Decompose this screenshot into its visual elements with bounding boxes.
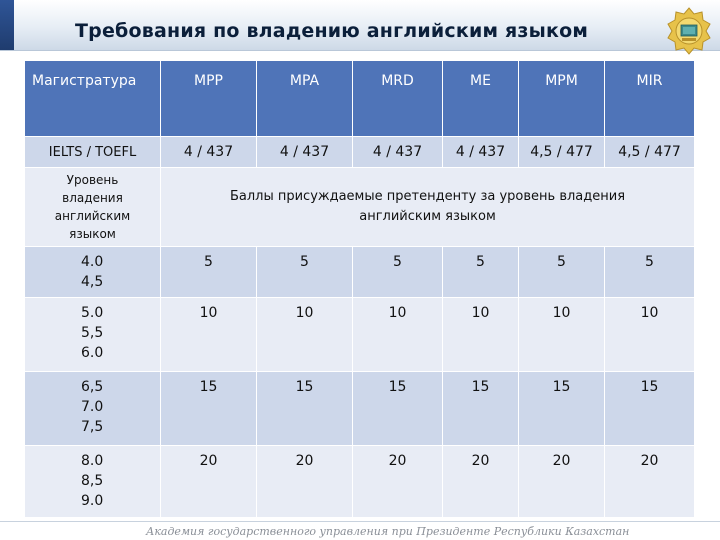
score-cell: 20 bbox=[605, 446, 695, 518]
level-range bbox=[25, 247, 161, 298]
level-description-line: английским языком bbox=[359, 209, 496, 224]
ielts-value: 4 / 437 bbox=[353, 137, 443, 168]
score-cell: 5 bbox=[443, 247, 519, 298]
level-value: 4.0 bbox=[81, 254, 104, 270]
level-value: 9.0 bbox=[81, 493, 104, 509]
requirements-table bbox=[24, 60, 695, 518]
level-range bbox=[25, 446, 161, 518]
score-cell: 10 bbox=[161, 298, 257, 372]
score-cell: 10 bbox=[257, 298, 353, 372]
ielts-value: 4 / 437 bbox=[257, 137, 353, 168]
score-cell: 5 bbox=[605, 247, 695, 298]
score-cell: 10 bbox=[443, 298, 519, 372]
program-mpa: MPA bbox=[257, 61, 353, 137]
program-mir: MIR bbox=[605, 61, 695, 137]
footer-divider bbox=[0, 521, 720, 522]
header-row bbox=[25, 61, 695, 137]
program-me: ME bbox=[443, 61, 519, 137]
score-cell: 20 bbox=[257, 446, 353, 518]
level-value: 5,5 bbox=[81, 325, 104, 341]
level-label-line: языком bbox=[69, 227, 116, 241]
ielts-value: 4,5 / 477 bbox=[605, 137, 695, 168]
level-value: 6,5 bbox=[81, 379, 104, 395]
score-cell: 10 bbox=[519, 298, 605, 372]
title-accent-bar bbox=[0, 0, 14, 50]
slide-title: Требования по владению английским языком bbox=[75, 20, 589, 42]
score-cell: 5 bbox=[519, 247, 605, 298]
score-cell: 20 bbox=[161, 446, 257, 518]
score-cell: 15 bbox=[605, 372, 695, 446]
score-cell: 5 bbox=[353, 247, 443, 298]
level-description bbox=[161, 168, 695, 247]
table-row bbox=[25, 298, 695, 372]
level-range bbox=[25, 372, 161, 446]
score-cell: 20 bbox=[519, 446, 605, 518]
score-cell: 5 bbox=[257, 247, 353, 298]
program-mpm: MPM bbox=[519, 61, 605, 137]
score-cell: 20 bbox=[443, 446, 519, 518]
level-row bbox=[25, 168, 695, 247]
level-label-line: английским bbox=[54, 209, 131, 223]
ielts-value: 4 / 437 bbox=[161, 137, 257, 168]
level-value: 8,5 bbox=[81, 473, 104, 489]
ielts-label: IELTS / TOEFL bbox=[25, 137, 161, 168]
level-value: 7,5 bbox=[81, 419, 104, 435]
score-cell: 20 bbox=[353, 446, 443, 518]
ielts-row bbox=[25, 137, 695, 168]
level-value: 7.0 bbox=[81, 399, 104, 415]
ielts-value: 4 / 437 bbox=[443, 137, 519, 168]
academy-emblem-icon bbox=[664, 6, 714, 56]
score-cell: 15 bbox=[161, 372, 257, 446]
ielts-value: 4,5 / 477 bbox=[519, 137, 605, 168]
level-value: 8.0 bbox=[81, 453, 104, 469]
table-row bbox=[25, 247, 695, 298]
score-cell: 10 bbox=[353, 298, 443, 372]
score-cell: 15 bbox=[257, 372, 353, 446]
title-bar bbox=[0, 0, 720, 51]
level-label-line: владения bbox=[62, 191, 123, 205]
program-mrd: MRD bbox=[353, 61, 443, 137]
program-mpp: MPP bbox=[161, 61, 257, 137]
score-cell: 10 bbox=[605, 298, 695, 372]
level-range bbox=[25, 298, 161, 372]
level-description-line: Баллы присуждаемые претенденту за уровень владения bbox=[229, 189, 626, 204]
level-value: 6.0 bbox=[81, 345, 104, 361]
score-cell: 15 bbox=[353, 372, 443, 446]
level-label bbox=[25, 168, 161, 247]
table-row bbox=[25, 446, 695, 518]
footer-text: Академия государственного управления при Президенте Республики Казахстан bbox=[146, 525, 630, 538]
score-cell: 15 bbox=[519, 372, 605, 446]
score-cell: 15 bbox=[443, 372, 519, 446]
level-value: 4,5 bbox=[81, 274, 104, 290]
level-value: 5.0 bbox=[81, 305, 104, 321]
level-label-line: Уровень bbox=[66, 173, 119, 187]
score-cell: 5 bbox=[161, 247, 257, 298]
table-row bbox=[25, 372, 695, 446]
header-label: Магистратура bbox=[25, 61, 161, 137]
